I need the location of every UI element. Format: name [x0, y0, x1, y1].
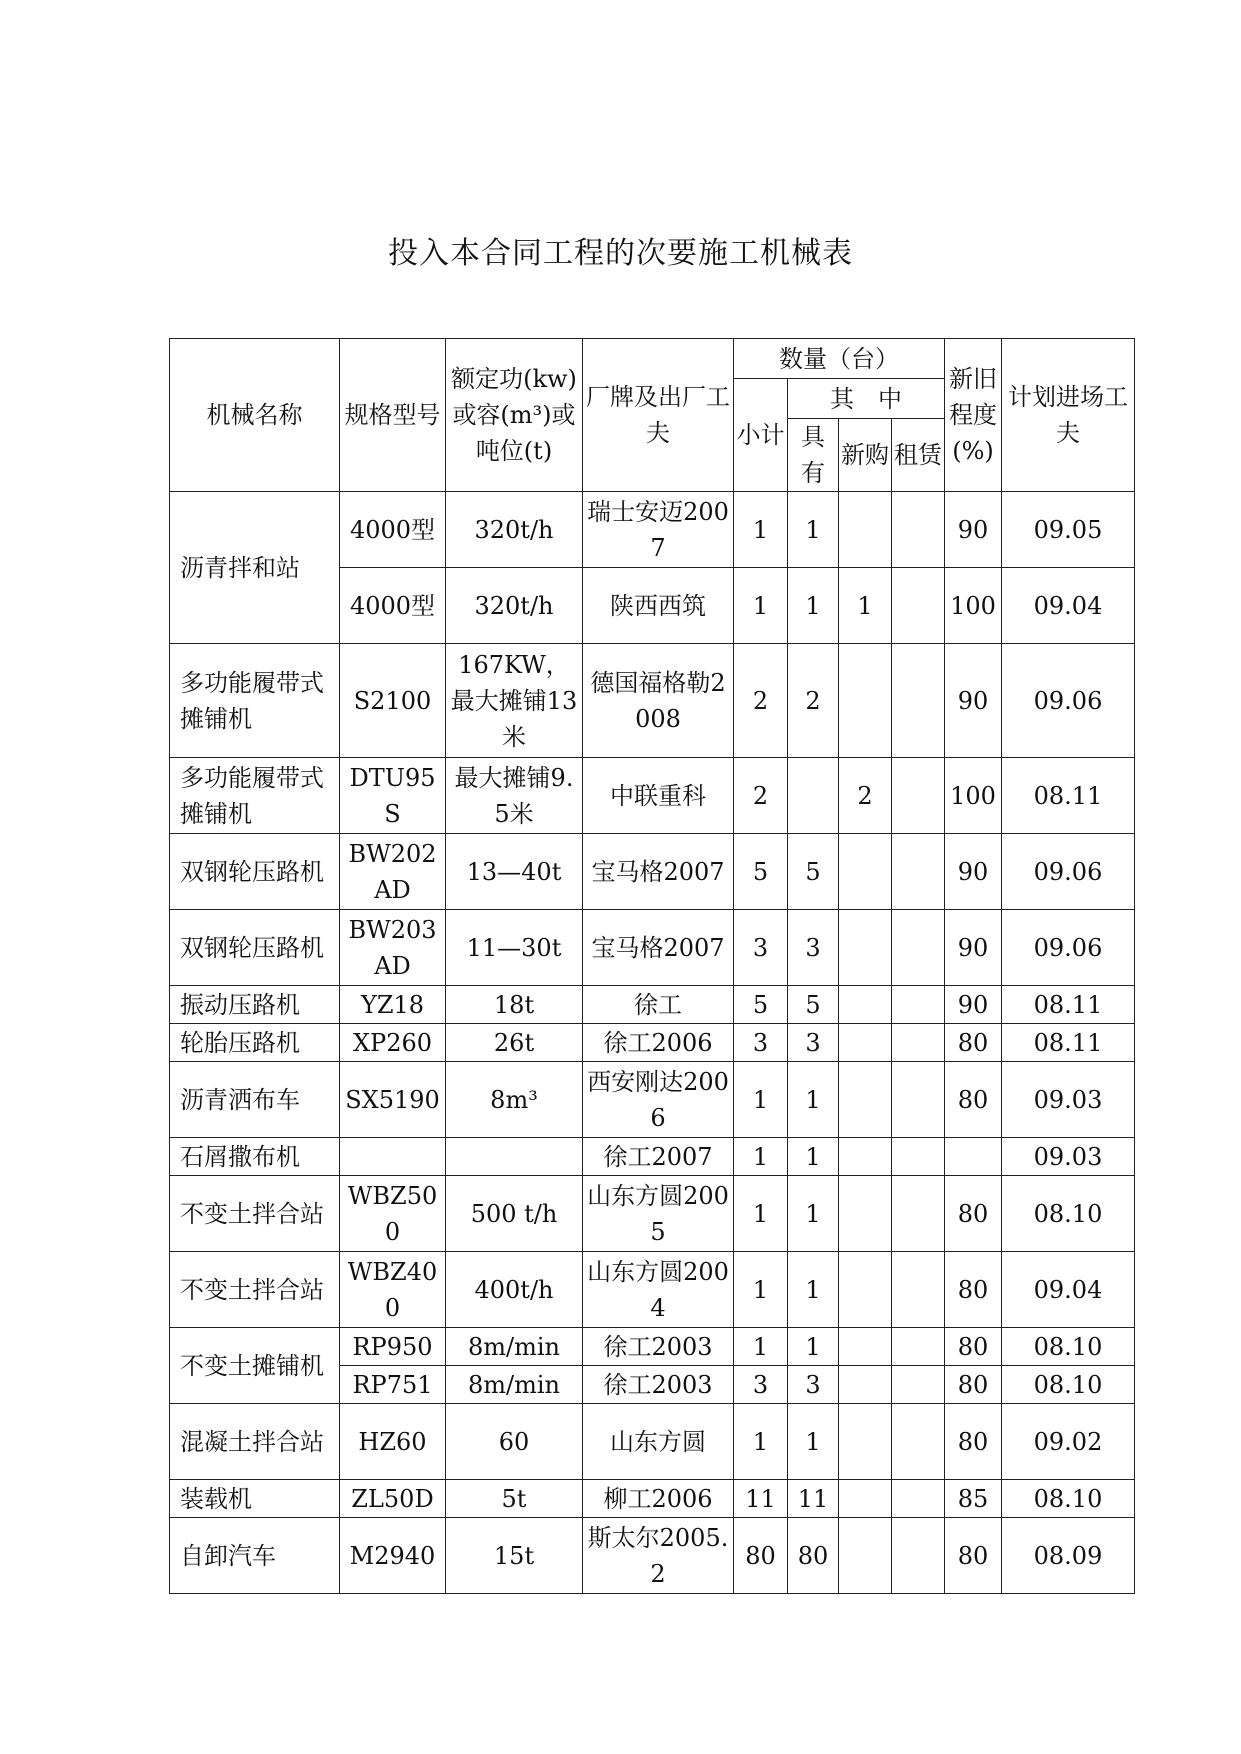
cell-lease [892, 1480, 945, 1518]
cell-plan: 09.06 [1002, 834, 1135, 910]
cell-maker: 山东方圆2004 [583, 1252, 734, 1328]
header-condition: 新旧程度(%) [945, 339, 1002, 492]
cell-condition: 85 [945, 1480, 1002, 1518]
cell-subtotal: 1 [734, 1252, 788, 1328]
header-maker: 厂牌及出厂工夫 [583, 339, 734, 492]
header-owned: 具有 [788, 419, 839, 492]
cell-owned: 1 [788, 1176, 839, 1252]
cell-model [340, 1138, 446, 1176]
cell-power: 167KW，最大摊铺13米 [446, 644, 583, 758]
cell-name: 自卸汽车 [170, 1518, 340, 1594]
table-row [170, 644, 1135, 758]
cell-maker: 徐工2007 [583, 1138, 734, 1176]
cell-model: YZ18 [340, 986, 446, 1024]
cell-maker: 山东方圆2005 [583, 1176, 734, 1252]
cell-owned: 1 [788, 1328, 839, 1366]
table-row [170, 1062, 1135, 1138]
cell-plan: 08.11 [1002, 758, 1135, 834]
machinery-table [169, 338, 1135, 1594]
cell-owned: 11 [788, 1480, 839, 1518]
header-power: 额定功(kw)或容(m³)或吨位(t) [446, 339, 583, 492]
cell-model: HZ60 [340, 1404, 446, 1480]
cell-plan: 09.06 [1002, 910, 1135, 986]
cell-condition: 80 [945, 1062, 1002, 1138]
cell-maker: 柳工2006 [583, 1480, 734, 1518]
cell-new [839, 1062, 892, 1138]
cell-new [839, 1024, 892, 1062]
cell-subtotal: 3 [734, 1024, 788, 1062]
cell-new [839, 1366, 892, 1404]
cell-name: 沥青拌和站 [170, 492, 340, 644]
cell-lease [892, 644, 945, 758]
cell-lease [892, 910, 945, 986]
table-row [170, 492, 1135, 568]
cell-maker: 徐工2003 [583, 1366, 734, 1404]
page-title: 投入本合同工程的次要施工机械表 [388, 236, 853, 271]
header-among: 其 中 [788, 379, 945, 419]
cell-plan: 08.11 [1002, 1024, 1135, 1062]
cell-model: DTU95S [340, 758, 446, 834]
cell-condition: 80 [945, 1252, 1002, 1328]
cell-new [839, 1518, 892, 1594]
cell-lease [892, 568, 945, 644]
cell-condition: 80 [945, 1024, 1002, 1062]
table-row [170, 834, 1135, 910]
cell-maker: 瑞士安迈2007 [583, 492, 734, 568]
cell-subtotal: 1 [734, 1138, 788, 1176]
cell-lease [892, 1366, 945, 1404]
cell-lease [892, 1176, 945, 1252]
cell-owned: 2 [788, 644, 839, 758]
cell-subtotal: 1 [734, 568, 788, 644]
cell-subtotal: 1 [734, 1176, 788, 1252]
cell-name: 双钢轮压路机 [170, 834, 340, 910]
cell-power: 8m/min [446, 1328, 583, 1366]
cell-subtotal: 1 [734, 492, 788, 568]
cell-model: BW203AD [340, 910, 446, 986]
cell-power: 8m/min [446, 1366, 583, 1404]
cell-new [839, 1404, 892, 1480]
cell-new: 1 [839, 568, 892, 644]
cell-owned: 5 [788, 986, 839, 1024]
cell-plan: 09.05 [1002, 492, 1135, 568]
cell-power: 11—30t [446, 910, 583, 986]
header-subtotal: 小计 [734, 379, 788, 492]
cell-subtotal: 80 [734, 1518, 788, 1594]
cell-subtotal: 1 [734, 1328, 788, 1366]
cell-subtotal: 1 [734, 1062, 788, 1138]
table-row [170, 1404, 1135, 1480]
header-new-text: 新购 [841, 441, 889, 469]
cell-plan: 08.09 [1002, 1518, 1135, 1594]
table-row [170, 758, 1135, 834]
cell-new [839, 986, 892, 1024]
cell-condition: 90 [945, 492, 1002, 568]
cell-power [446, 1138, 583, 1176]
cell-plan: 08.10 [1002, 1480, 1135, 1518]
cell-lease [892, 1252, 945, 1328]
cell-owned: 1 [788, 492, 839, 568]
header-lease [892, 419, 945, 492]
cell-owned: 1 [788, 568, 839, 644]
cell-owned: 3 [788, 1366, 839, 1404]
cell-condition: 90 [945, 910, 1002, 986]
cell-plan: 08.10 [1002, 1366, 1135, 1404]
cell-plan: 09.03 [1002, 1138, 1135, 1176]
cell-model: ZL50D [340, 1480, 446, 1518]
cell-condition: 90 [945, 834, 1002, 910]
cell-condition: 80 [945, 1404, 1002, 1480]
cell-condition: 100 [945, 758, 1002, 834]
cell-power: 8m³ [446, 1062, 583, 1138]
cell-power: 最大摊铺9.5米 [446, 758, 583, 834]
table-row [170, 1518, 1135, 1594]
cell-name: 轮胎压路机 [170, 1024, 340, 1062]
cell-subtotal: 11 [734, 1480, 788, 1518]
cell-power: 13—40t [446, 834, 583, 910]
cell-maker: 徐工2006 [583, 1024, 734, 1062]
cell-owned: 1 [788, 1062, 839, 1138]
cell-name: 不变土摊铺机 [170, 1328, 340, 1404]
cell-lease [892, 986, 945, 1024]
cell-new [839, 910, 892, 986]
cell-power: 400t/h [446, 1252, 583, 1328]
cell-condition: 80 [945, 1176, 1002, 1252]
cell-name: 沥青洒布车 [170, 1062, 340, 1138]
cell-model: BW202AD [340, 834, 446, 910]
cell-model: RP751 [340, 1366, 446, 1404]
cell-new [839, 1252, 892, 1328]
cell-new [839, 1138, 892, 1176]
cell-maker: 宝马格2007 [583, 910, 734, 986]
cell-condition [945, 1138, 1002, 1176]
cell-new [839, 834, 892, 910]
cell-model: WBZ500 [340, 1176, 446, 1252]
cell-maker: 中联重科 [583, 758, 734, 834]
table-row [170, 1328, 1135, 1366]
cell-name: 振动压路机 [170, 986, 340, 1024]
table-row [170, 1138, 1135, 1176]
cell-lease [892, 758, 945, 834]
cell-lease [892, 1518, 945, 1594]
cell-condition: 80 [945, 1518, 1002, 1594]
cell-lease [892, 834, 945, 910]
cell-model: RP950 [340, 1328, 446, 1366]
cell-plan: 09.04 [1002, 1252, 1135, 1328]
cell-subtotal: 1 [734, 1404, 788, 1480]
cell-lease [892, 1062, 945, 1138]
cell-name: 多功能履带式摊铺机 [170, 758, 340, 834]
cell-condition: 90 [945, 986, 1002, 1024]
header-lease-text: 租赁 [894, 441, 942, 469]
cell-new [839, 644, 892, 758]
table-row [170, 1480, 1135, 1518]
cell-power: 5t [446, 1480, 583, 1518]
cell-model: WBZ400 [340, 1252, 446, 1328]
cell-lease [892, 1138, 945, 1176]
cell-owned: 3 [788, 1024, 839, 1062]
cell-power: 60 [446, 1404, 583, 1480]
header-name: 机械名称 [170, 339, 340, 492]
cell-lease [892, 1404, 945, 1480]
cell-model: 4000型 [340, 492, 446, 568]
cell-new [839, 1328, 892, 1366]
cell-name: 不变土拌合站 [170, 1176, 340, 1252]
cell-maker: 斯太尔2005.2 [583, 1518, 734, 1594]
table-row [170, 986, 1135, 1024]
header-new [839, 419, 892, 492]
cell-power: 15t [446, 1518, 583, 1594]
cell-owned: 1 [788, 1138, 839, 1176]
cell-subtotal: 3 [734, 910, 788, 986]
cell-subtotal: 2 [734, 758, 788, 834]
cell-maker: 陕西西筑 [583, 568, 734, 644]
cell-maker: 山东方圆 [583, 1404, 734, 1480]
cell-model: M2940 [340, 1518, 446, 1594]
cell-maker: 西安刚达2006 [583, 1062, 734, 1138]
cell-owned: 5 [788, 834, 839, 910]
cell-owned: 1 [788, 1252, 839, 1328]
cell-name: 混凝土拌合站 [170, 1404, 340, 1480]
cell-power: 320t/h [446, 492, 583, 568]
cell-subtotal: 5 [734, 834, 788, 910]
cell-name: 石屑撒布机 [170, 1138, 340, 1176]
cell-name: 不变土拌合站 [170, 1252, 340, 1328]
cell-subtotal: 3 [734, 1366, 788, 1404]
cell-condition: 80 [945, 1328, 1002, 1366]
cell-name: 双钢轮压路机 [170, 910, 340, 986]
cell-model: S2100 [340, 644, 446, 758]
cell-subtotal: 5 [734, 986, 788, 1024]
table-row [170, 1024, 1135, 1062]
cell-model: XP260 [340, 1024, 446, 1062]
cell-owned: 3 [788, 910, 839, 986]
cell-power: 320t/h [446, 568, 583, 644]
cell-plan: 08.10 [1002, 1328, 1135, 1366]
cell-owned [788, 758, 839, 834]
cell-power: 26t [446, 1024, 583, 1062]
header-qty: 数量（台） [734, 339, 945, 379]
cell-power: 500 t/h [446, 1176, 583, 1252]
cell-model: 4000型 [340, 568, 446, 644]
header-plan: 计划进场工夫 [1002, 339, 1135, 492]
cell-maker: 德国福格勒2008 [583, 644, 734, 758]
cell-new [839, 1176, 892, 1252]
cell-lease [892, 1328, 945, 1366]
cell-subtotal: 2 [734, 644, 788, 758]
cell-new [839, 1480, 892, 1518]
table-row [170, 1252, 1135, 1328]
cell-plan: 08.10 [1002, 1176, 1135, 1252]
cell-power: 18t [446, 986, 583, 1024]
cell-plan: 08.11 [1002, 986, 1135, 1024]
cell-plan: 09.04 [1002, 568, 1135, 644]
cell-lease [892, 1024, 945, 1062]
cell-condition: 90 [945, 644, 1002, 758]
cell-owned: 1 [788, 1404, 839, 1480]
cell-model: SX5190 [340, 1062, 446, 1138]
cell-lease [892, 492, 945, 568]
cell-name: 多功能履带式摊铺机 [170, 644, 340, 758]
cell-condition: 80 [945, 1366, 1002, 1404]
cell-plan: 09.02 [1002, 1404, 1135, 1480]
table-row [170, 1176, 1135, 1252]
cell-maker: 宝马格2007 [583, 834, 734, 910]
cell-plan: 09.03 [1002, 1062, 1135, 1138]
cell-new [839, 492, 892, 568]
cell-owned: 80 [788, 1518, 839, 1594]
table-row [170, 910, 1135, 986]
cell-new: 2 [839, 758, 892, 834]
cell-plan: 09.06 [1002, 644, 1135, 758]
header-model: 规格型号 [340, 339, 446, 492]
cell-condition: 100 [945, 568, 1002, 644]
cell-maker: 徐工 [583, 986, 734, 1024]
cell-name: 装载机 [170, 1480, 340, 1518]
cell-maker: 徐工2003 [583, 1328, 734, 1366]
